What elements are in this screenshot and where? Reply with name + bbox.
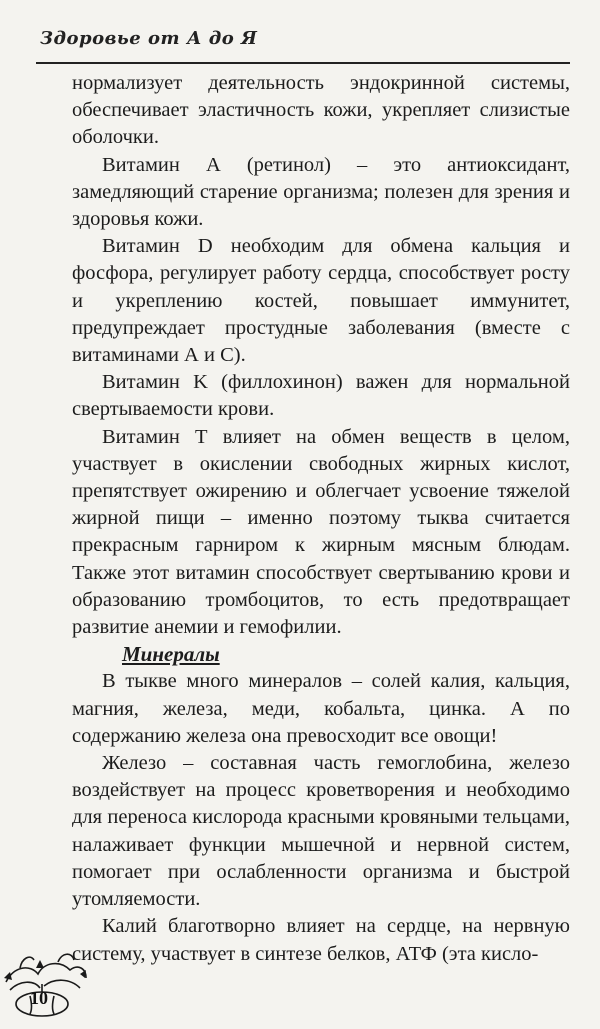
paragraph-iron: Железо – составная часть гемоглобина, железо воздействует на процесс кроветворения и необходимо для переноса кислорода красными кровяными тельцами, налаживает функции мышечной и нервной систем, помогает при ослабленности организма и быстрой утомляемости. bbox=[72, 752, 570, 911]
section-title-minerals: Минералы bbox=[122, 642, 220, 667]
paragraph-vitamin-t: Витамин Т влияет на обмен веществ в целом, участвует в окислении свободных жирных кислот, препятствует ожирению и облегчает усвоение тяжелой жирной пищи – именно поэтому тыква считается прекрасным гарниром к жирным мясным блюдам. Также этот витамин способствует свертыванию крови и образованию тромбоцитов, то есть предотвращает развитие анемии и гемофилии. bbox=[72, 425, 570, 639]
paragraph-minerals: В тыкве много минералов – солей калия, кальция, магния, железа, меди, кобальта, цинка. А по содержанию железа она превосходит все овощи! bbox=[72, 670, 570, 747]
paragraph-vitamin-a: Витамин А (ретинол) – это антиоксидант, замедляющий старение организма; полезен для зрения и здоровья кожи. bbox=[72, 153, 570, 231]
paragraph-vitamin-d: Витамин D необходим для обмена кальция и фосфора, регулирует работу сердца, способствует росту и укреплению костей, повышает иммунитет, предупреждает простудные заболевания (вместе с витаминами А и С). bbox=[72, 235, 570, 367]
page-number: 10 bbox=[30, 988, 48, 1008]
paragraph-continuation: нормализует деятельность эндокринной системы, обеспечивает эластичность кожи, укрепляет слизистые оболочки. bbox=[72, 72, 570, 149]
page-body bbox=[72, 70, 570, 968]
paragraph-potassium: Калий благотворно влияет на сердце, на нервную систему, участвует в синтезе белков, АТФ (эта кисло- bbox=[72, 915, 570, 965]
header-rule bbox=[36, 62, 570, 64]
running-header: Здоровье от А до Я bbox=[40, 28, 258, 49]
paragraph-vitamin-k: Витамин K (филлохинон) важен для нормальной свертываемости крови. bbox=[72, 371, 570, 421]
